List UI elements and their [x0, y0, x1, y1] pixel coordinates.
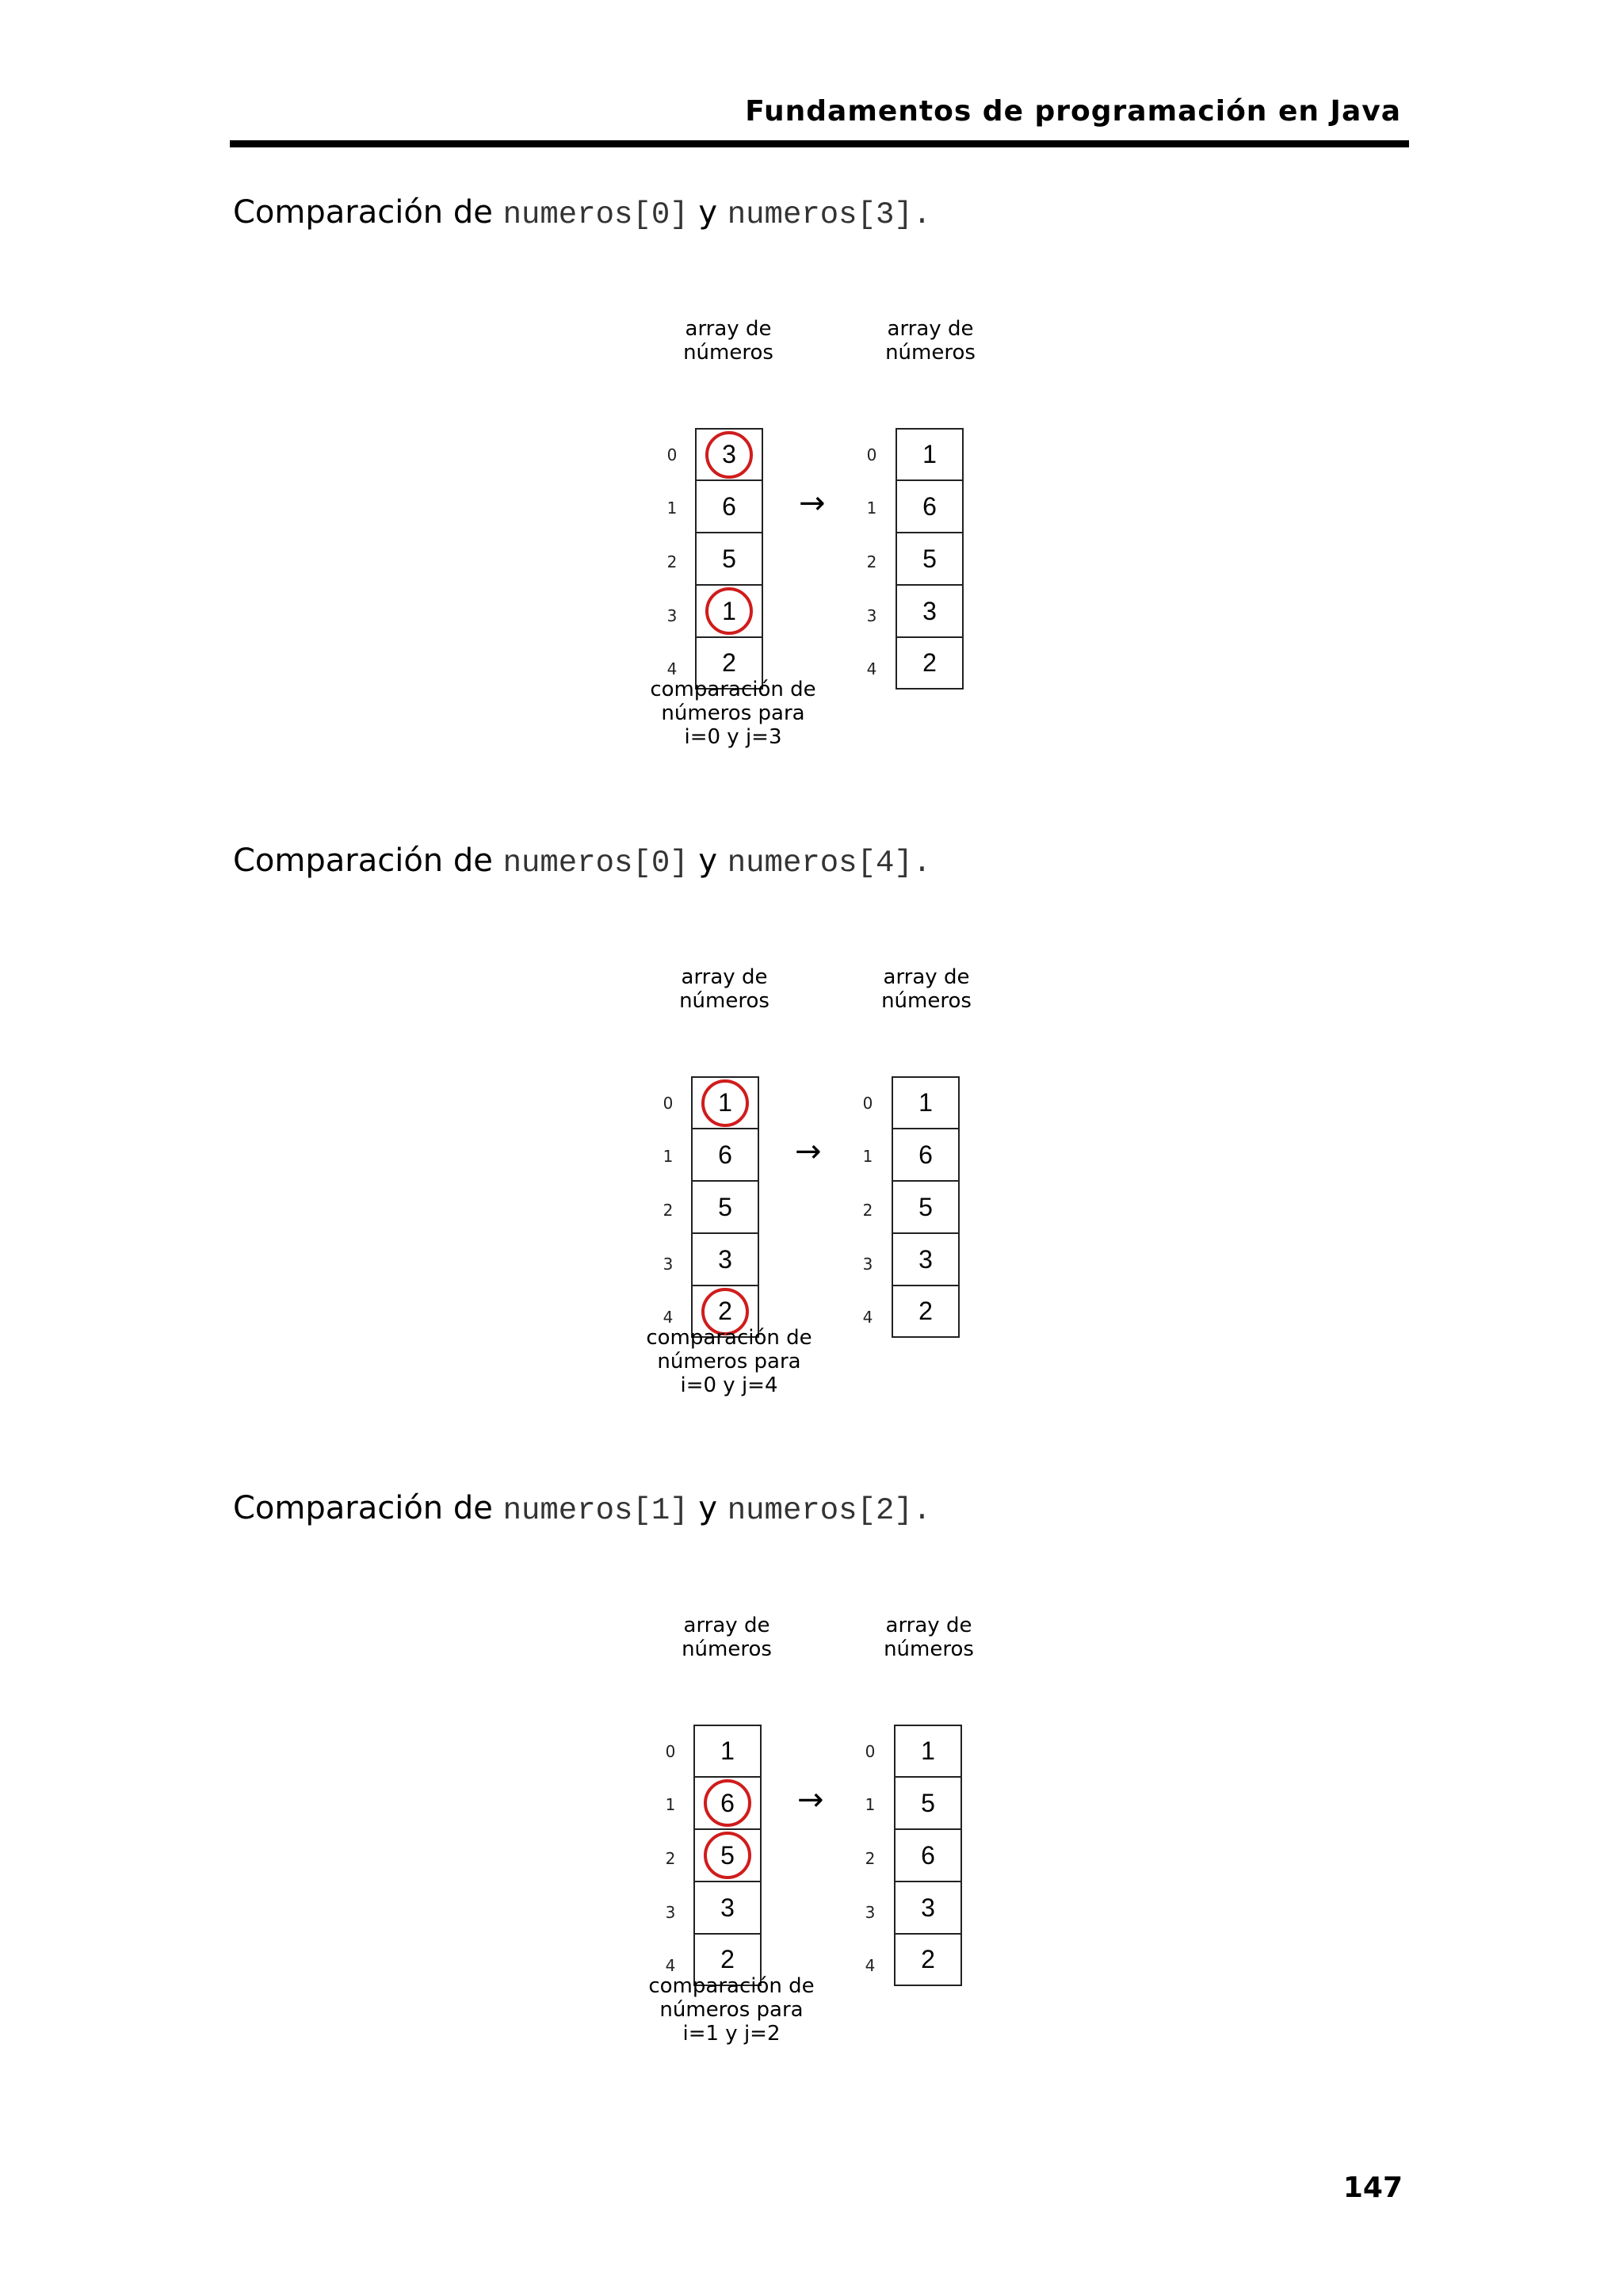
cell-value: 2	[918, 1297, 933, 1325]
code-ref-a: numeros[1]	[502, 1493, 689, 1528]
cell-value: 5	[722, 544, 736, 573]
index-label: 2	[663, 1200, 674, 1220]
cell-value: 6	[918, 1140, 933, 1169]
index-label: 2	[665, 1848, 676, 1868]
cell-value: 1	[720, 1736, 735, 1765]
cell-value: 5	[922, 544, 937, 573]
index-label: 4	[665, 1956, 676, 1976]
code-ref-b: numeros[3]	[727, 197, 913, 232]
cell-value: 1	[718, 1088, 732, 1117]
caption-line: números para	[661, 701, 805, 725]
array-cell	[896, 533, 964, 585]
caption-line: comparación de	[648, 1974, 815, 1998]
cell-value: 5	[921, 1788, 935, 1817]
diagram-caption	[634, 1326, 824, 1397]
array-cell	[693, 1777, 762, 1829]
cell-value: 2	[720, 1945, 735, 1973]
cell-value: 2	[921, 1945, 935, 1973]
index-label: 0	[865, 1741, 876, 1761]
cell-value: 1	[722, 596, 736, 625]
caption-line: i=1 y j=2	[682, 2022, 781, 2046]
cell-value: 2	[718, 1297, 732, 1325]
transform-arrow-icon: →	[795, 1133, 822, 1170]
cell-value: 2	[722, 648, 736, 677]
code-ref-b: numeros[4]	[727, 846, 913, 881]
cell-value: 3	[720, 1893, 735, 1922]
cell-value: 3	[921, 1893, 935, 1922]
array-cell	[894, 1881, 962, 1934]
index-label: 1	[663, 1147, 674, 1167]
cell-value: 6	[921, 1840, 935, 1870]
caption-text: Comparación de	[233, 842, 503, 879]
cell-value: 6	[720, 1788, 735, 1817]
caption-text: y	[688, 842, 727, 879]
swap-diagram-1	[650, 317, 1125, 793]
index-label: 3	[862, 1254, 873, 1274]
section-caption-2	[233, 842, 931, 881]
array-cell	[693, 1725, 762, 1777]
right-array-title: array de números	[885, 317, 976, 365]
caption-line: comparación de	[650, 678, 816, 701]
caption-line: comparación de	[646, 1326, 812, 1350]
array-cell	[691, 1181, 759, 1233]
array-cell	[695, 585, 763, 637]
index-label: 1	[665, 1795, 676, 1815]
cell-value: 5	[918, 1192, 933, 1221]
left-array-title: array de números	[679, 965, 769, 1013]
cell-value: 5	[718, 1192, 732, 1221]
transform-arrow-icon: →	[799, 485, 826, 521]
right-array-title: array de números	[881, 965, 972, 1013]
cell-value: 5	[720, 1840, 735, 1870]
caption-period: .	[912, 846, 932, 881]
right-array	[892, 1076, 960, 1338]
code-ref-a: numeros[0]	[502, 846, 689, 881]
index-label: 0	[866, 445, 877, 464]
index-label: 4	[862, 1308, 873, 1328]
index-label: 3	[663, 1254, 674, 1274]
index-label: 4	[866, 659, 877, 679]
array-cell	[894, 1725, 962, 1777]
code-ref-b: numeros[2]	[727, 1493, 913, 1528]
left-array	[693, 1725, 762, 1986]
right-array-title: array de números	[884, 1614, 974, 1661]
cell-value: 6	[722, 491, 736, 521]
array-cell	[892, 1286, 960, 1338]
array-cell	[892, 1076, 960, 1129]
index-label: 3	[666, 606, 678, 625]
code-ref-a: numeros[0]	[502, 197, 689, 232]
index-label: 1	[666, 499, 678, 518]
section-caption-1	[233, 194, 931, 232]
swap-diagram-2	[646, 965, 1121, 1441]
array-cell	[693, 1881, 762, 1934]
array-cell	[691, 1076, 759, 1129]
array-cell	[896, 480, 964, 533]
left-index-column	[660, 428, 684, 696]
right-index-column	[860, 428, 884, 696]
left-index-column	[659, 1725, 682, 1992]
index-label: 0	[663, 1093, 674, 1113]
array-cell	[896, 637, 964, 690]
right-index-column	[858, 1725, 882, 1992]
array-cell	[896, 428, 964, 480]
cell-value: 1	[918, 1088, 933, 1117]
caption-period: .	[912, 1493, 932, 1528]
array-cell	[695, 533, 763, 585]
cell-value: 3	[918, 1244, 933, 1274]
index-label: 3	[866, 606, 877, 625]
caption-period: .	[912, 197, 932, 232]
index-label: 0	[862, 1093, 873, 1113]
array-cell	[896, 585, 964, 637]
array-cell	[892, 1129, 960, 1181]
transform-arrow-icon: →	[797, 1782, 824, 1818]
caption-text: y	[688, 1490, 727, 1526]
array-cell	[892, 1233, 960, 1286]
caption-line: i=0 y j=3	[684, 725, 782, 749]
index-label: 3	[665, 1902, 676, 1922]
caption-text: Comparación de	[233, 194, 503, 231]
page-number: 147	[1342, 2172, 1403, 2204]
swap-diagram-3	[648, 1614, 1124, 2089]
array-cell	[693, 1829, 762, 1881]
right-index-column	[856, 1076, 880, 1344]
array-cell	[695, 480, 763, 533]
running-header-title: Fundamentos de programación en Java	[745, 95, 1401, 128]
section-caption-3	[233, 1490, 931, 1528]
cell-value: 1	[921, 1736, 935, 1765]
left-index-column	[656, 1076, 680, 1344]
cell-value: 6	[718, 1140, 732, 1169]
caption-line: números para	[659, 1998, 804, 2022]
caption-line: números para	[657, 1350, 801, 1373]
array-cell	[691, 1129, 759, 1181]
array-cell	[691, 1233, 759, 1286]
array-cell	[894, 1829, 962, 1881]
index-label: 2	[666, 552, 678, 571]
diagram-caption	[638, 678, 828, 749]
array-cell	[894, 1934, 962, 1986]
cell-value: 1	[922, 440, 937, 468]
caption-text: Comparación de	[233, 1490, 503, 1526]
array-cell	[892, 1181, 960, 1233]
cell-value: 3	[718, 1244, 732, 1274]
array-cell	[894, 1777, 962, 1829]
cell-value: 3	[722, 440, 736, 468]
left-array	[691, 1076, 759, 1338]
index-label: 2	[865, 1848, 876, 1868]
index-label: 4	[865, 1956, 876, 1976]
array-cell	[695, 428, 763, 480]
index-label: 3	[865, 1902, 876, 1922]
index-label: 1	[862, 1147, 873, 1167]
caption-line: i=0 y j=4	[680, 1373, 778, 1397]
left-array-title: array de números	[682, 1614, 772, 1661]
index-label: 0	[665, 1741, 676, 1761]
right-array	[894, 1725, 962, 1986]
cell-value: 6	[922, 491, 937, 521]
diagram-caption	[636, 1974, 827, 2046]
index-label: 4	[663, 1308, 674, 1328]
header-rule	[230, 140, 1409, 147]
index-label: 1	[865, 1795, 876, 1815]
cell-value: 2	[922, 648, 937, 677]
left-array-title: array de números	[683, 317, 773, 365]
right-array	[896, 428, 964, 690]
index-label: 2	[866, 552, 877, 571]
caption-text: y	[688, 194, 727, 231]
left-array	[695, 428, 763, 690]
index-label: 4	[666, 659, 678, 679]
index-label: 2	[862, 1200, 873, 1220]
index-label: 1	[866, 499, 877, 518]
cell-value: 3	[922, 596, 937, 625]
index-label: 0	[666, 445, 678, 464]
